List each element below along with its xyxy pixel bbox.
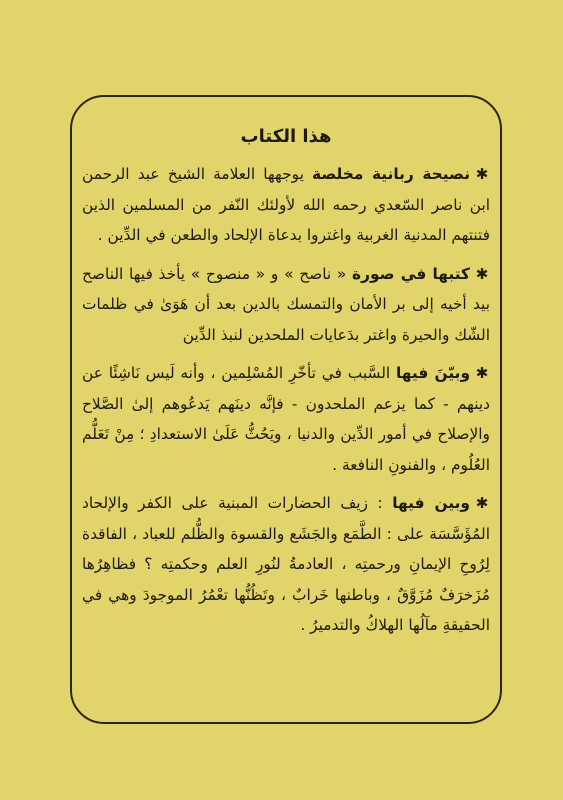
document-body	[82, 118, 490, 641]
paragraph-2	[82, 259, 490, 351]
bullet-icon: ✱	[475, 364, 489, 382]
paragraph-lead: وبيّنَ فيها	[395, 364, 471, 382]
bullet-icon: ✱	[475, 264, 489, 283]
bullet-icon: ✱	[475, 494, 489, 512]
paragraph-1	[82, 159, 490, 251]
paragraph-text: يوجهها العلامة الشيخ عبد الرحمن ابن ناصر السّعدي رحمه الله لأولئك النّفر من المسلمين الذين فتنتهم المدنية الغربية واغتروا بدعاة الإلحاد والطعن في الدِّين .	[82, 165, 490, 244]
paragraph-3	[82, 358, 490, 480]
paragraph-lead: وبين فيها	[392, 494, 470, 512]
paragraph-text: السَّبب في تأخّرِ المُسْلِمين ، وأنه لَيس نَاشِئًا عن دينهم - كما يزعم الملحدون - فإنَّه دينَهم يَدعُوهم إلىٰ الصَّلاح والإصلاح في أمور الدِّين والدنيا ، ويَحُثُّ عَلَىٰ الاستعدادِ ؛ مِنْ تَعَلُّم العُلُوم ، والفنونِ النافعة .	[82, 364, 490, 474]
paragraph-text: : زيف الحضارات المبنية على الكفر والإلحاد المُؤَسَّسَة على : الطَّمَع والجَشَع والقسوة والظُّلم للعباد ، الفاقدة لِرُوحِ الإيمانِ ورحمتِه ، العادمةُ لنُورِ العلم وحكمتِه ؟ فظاهِرُها مُزَخرَفٌ مُزَوَّقٌ ، وباطنها خَرابٌ ، وتَظُنُّها تعْمُرُ الموجودَ وهي في الحقيقةِ مآلُها الهلاكُ والتدميرُ .	[82, 494, 490, 634]
bullet-icon: ✱	[475, 165, 489, 183]
paragraph-lead: نصيحة ربانية مخلصة	[311, 165, 470, 183]
paragraph-4	[82, 488, 490, 641]
paragraph-lead: كتبها في صورة	[352, 264, 470, 283]
page-title: هذا الكتاب	[240, 126, 332, 147]
paragraph-text: « ناصح » و « منصوح » يأخذ فيها الناصح بيد أخيه إلى بر الأمان والتمسك بالدين بعد أن هَوَىٰ في ظلمات الشّك والحيرة واغتر بدَعايات الملحدين لنبذ الدِّين	[82, 264, 490, 344]
